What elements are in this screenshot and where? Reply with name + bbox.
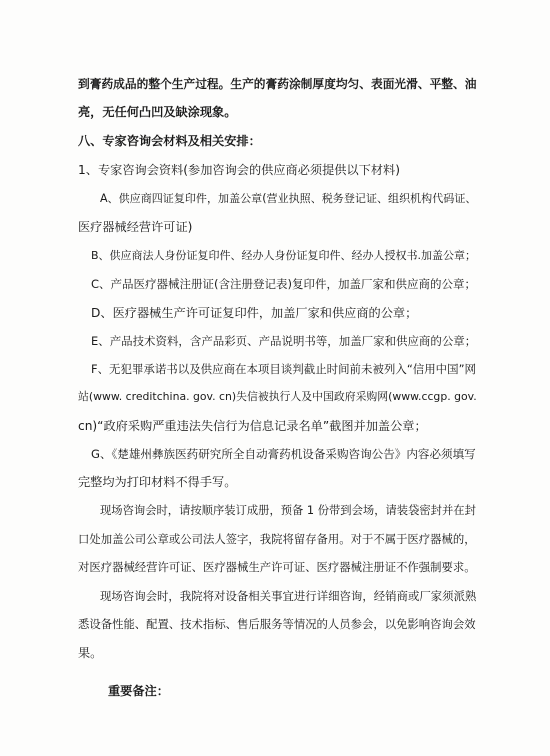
paragraph-line: 到膏药成品的整个生产过程。生产的膏药涂制厚度均匀、表面光滑、平整、油: [78, 77, 477, 91]
important-note-heading: 重要备注：: [108, 684, 169, 698]
list-item: cn)“政府采购严重违法失信行为信息记录名单”截图并加盖公章；: [78, 419, 427, 433]
paragraph-line: 悉设备性能、配置、技术指标、售后服务等情况的人员参会，以免影响咨询会效: [78, 617, 476, 631]
list-item: D、医疗器械生产许可证复印件，加盖厂家和供应商的公章；: [91, 306, 418, 320]
list-item: C、产品医疗器械注册证(含注册登记表)复印件，加盖厂家和供应商的公章；: [91, 277, 476, 291]
list-item: E、产品技术资料，含产品彩页、产品说明书等，加盖厂家和供应商的公章；: [91, 334, 477, 348]
paragraph-line: 现场咨询会时，请按顺序装订成册，预备 1 份带到会场，请装袋密封并在封: [100, 504, 476, 517]
list-item: B、供应商法人身份证复印件、经办人身份证复印件、经办人授权书.加盖公章；: [91, 249, 477, 262]
paragraph-line: 口处加盖公司公章或公司法人签字，我院将留存备用。对于不属于医疗器械的，: [78, 532, 476, 546]
subsection-heading: 1、专家咨询会资料(参加咨询会的供应商必须提供以下材料): [78, 163, 400, 177]
paragraph-line: 亮，无任何凸凹及缺涂现象。: [78, 105, 237, 119]
list-item: 医疗器械经营许可证): [78, 220, 193, 234]
paragraph-line: 现场咨询会时，我院将对设备相关事宜进行详细咨询，经销商或厂家须派熟: [100, 589, 477, 603]
section-heading: 八、专家咨询会材料及相关安排：: [78, 134, 261, 148]
list-item: 完整均为打印材料不得手写。: [78, 475, 237, 489]
list-item: F、无犯罪承诺书以及供应商在本项目谈判截止时间前未被列入“信用中国”网: [91, 362, 476, 376]
list-item: 站(www. creditchina. gov. cn)失信被执行人及中国政府采购网(www.ccgp. gov.: [78, 390, 477, 403]
paragraph-line: 对医疗器械经营许可证、医疗器械生产许可证、医疗器械注册证不作强制要求。: [78, 560, 476, 574]
paragraph-line: 果。: [78, 646, 103, 660]
list-item: A、供应商四证复印件，加盖公章(营业执照、税务登记证、组织机构代码证、: [100, 192, 477, 205]
list-item: G、《楚雄州彝族医药研究所全自动膏药机设备采购咨询公告》内容必须填写: [91, 447, 476, 461]
